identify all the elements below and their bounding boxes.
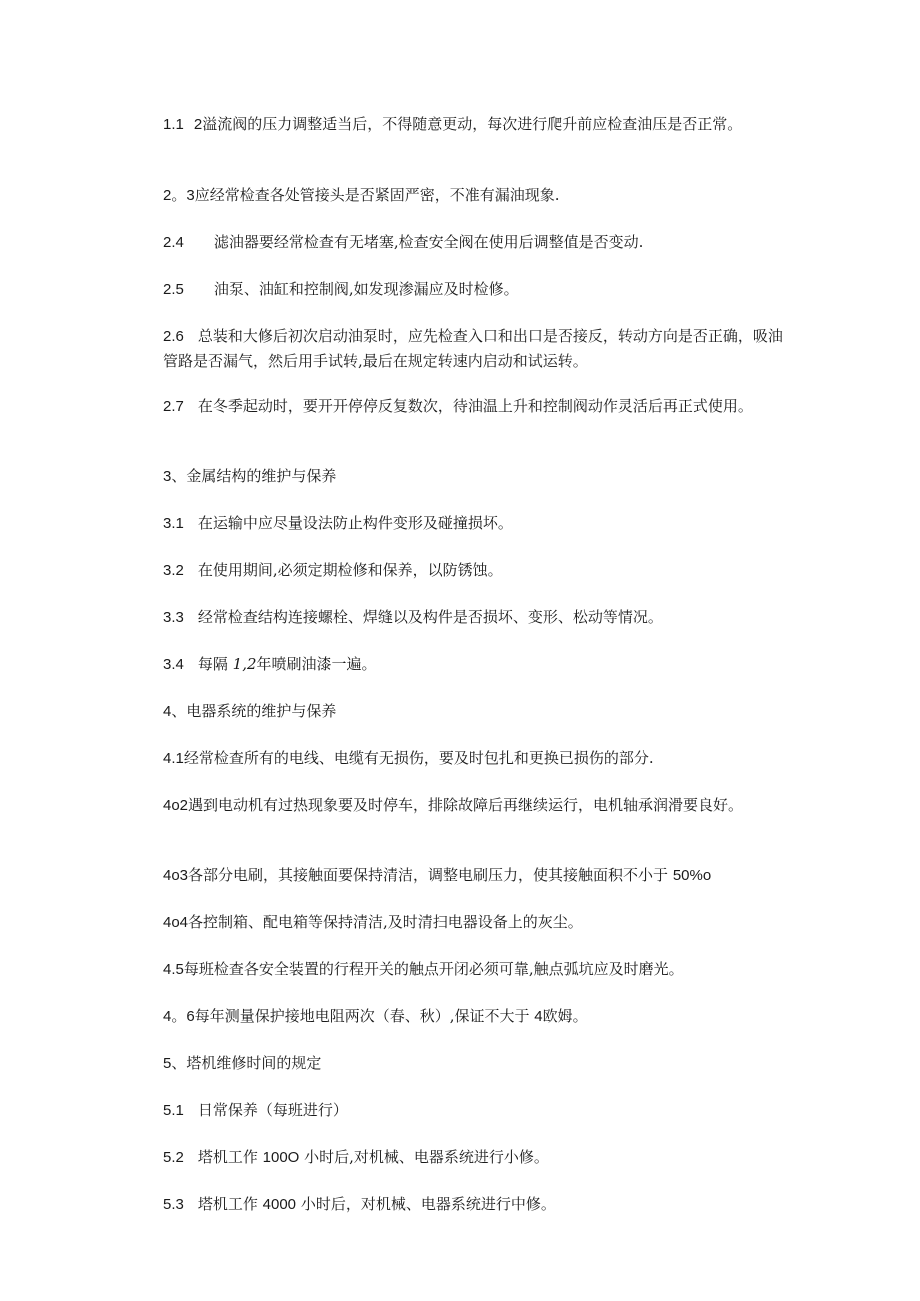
paragraph-number: 2.6	[163, 328, 184, 345]
hours-value: 100O	[262, 1149, 300, 1166]
paragraph-text: 经常检查所有的电线、电缆有无损伤，要及时包扎和更换已损伤的部分.	[183, 749, 654, 767]
paragraph-text: 小时后,对机械、电器系统进行小修。	[304, 1148, 549, 1166]
paragraph-number: 5.2	[163, 1149, 184, 1166]
paragraph-text: 在使用期间,必须定期检修和保养，以防锈蚀。	[197, 561, 503, 579]
paragraph-number: 3.2	[163, 562, 184, 579]
paragraph-text: 各控制箱、配电箱等保持清洁,及时清扫电器设备上的灰尘。	[188, 913, 583, 931]
paragraph-text-suffix: 欧姆。	[542, 1007, 588, 1025]
paragraph-number: 2。3	[163, 187, 195, 204]
hours-value: 4000	[262, 1196, 297, 1213]
paragraph-text: 应经常检查各处管接头是否紧固严密，不准有漏油现象.	[194, 186, 560, 204]
resistance-value: 4	[534, 1008, 543, 1025]
paragraph-text: 经常检查结构连接螺栓、焊缝以及构件是否损坏、变形、松动等情况。	[197, 608, 663, 626]
paragraph-number: 2.4	[163, 234, 184, 251]
paragraph-2-3	[163, 183, 788, 208]
paragraph-text: 每年测量保护接地电阻两次（春、秋）,保证不大于	[194, 1007, 530, 1025]
paragraph-text: 日常保养（每班进行）	[197, 1101, 348, 1119]
paragraph-number: 4o2	[163, 797, 189, 814]
paragraph-2-6	[163, 324, 788, 373]
paragraph-number: 3.4	[163, 656, 184, 673]
paragraph-text: 小时后，对机械、电器系统进行中修。	[300, 1195, 556, 1213]
section-heading-3	[163, 464, 788, 489]
paragraph-5-3	[163, 1192, 788, 1217]
paragraph-text-prefix: 塔机工作	[197, 1195, 258, 1213]
paragraph-subnumber: 2	[193, 116, 203, 133]
paragraph-text: 、金属结构的维护与保养	[171, 467, 337, 485]
paragraph-number: 5	[163, 1055, 172, 1072]
paragraph-number: 2.7	[163, 398, 184, 415]
paragraph-4-6	[163, 1004, 788, 1029]
paragraph-number: 4o3	[163, 867, 189, 884]
paragraph-4-3	[163, 863, 788, 888]
paragraph-5-2	[163, 1145, 788, 1170]
paragraph-number: 3.1	[163, 515, 184, 532]
paragraph-text: 遇到电动机有过热现象要及时停车，排除故障后再继续运行，电机轴承润滑要良好。	[188, 796, 744, 814]
paragraph-4-1	[163, 746, 788, 771]
paragraph-text: 在冬季起动时，要开开停停反复数次，待油温上升和控制阀动作灵活后再正式使用。	[197, 397, 753, 415]
paragraph-text: 滤油器要经常检查有无堵塞,检查安全阀在使用后调整值是否变动.	[213, 233, 644, 251]
paragraph-5-1	[163, 1098, 788, 1123]
paragraph-2-4	[163, 230, 788, 255]
interval-value: 1,2	[232, 655, 257, 673]
paragraph-text: 每班检查各安全装置的行程开关的触点开闭必须可靠,触点弧坑应及时磨光。	[183, 960, 684, 978]
paragraph-1-1	[163, 112, 788, 137]
paragraph-3-1	[163, 511, 788, 536]
paragraph-2-5	[163, 277, 788, 302]
paragraph-text: 、电器系统的维护与保养	[171, 702, 337, 720]
paragraph-number: 3.3	[163, 609, 184, 626]
paragraph-text-prefix: 塔机工作	[197, 1148, 258, 1166]
paragraph-4-5	[163, 957, 788, 982]
paragraph-text: 、塔机维修时间的规定	[171, 1054, 322, 1072]
paragraph-text: 各部分电刷，其接触面要保持清洁，调整电刷压力，使其接触面积不小于	[188, 866, 669, 884]
paragraph-number: 4。6	[163, 1008, 195, 1025]
section-heading-4	[163, 699, 788, 724]
paragraph-number: 4.1	[163, 750, 184, 767]
paragraph-number: 1.1	[163, 116, 184, 133]
paragraph-3-4	[163, 652, 788, 677]
paragraph-text: 在运输中应尽量设法防止构件变形及碰撞损坏。	[197, 514, 513, 532]
section-heading-5	[163, 1051, 788, 1076]
paragraph-2-7	[163, 394, 788, 419]
paragraph-number: 4.5	[163, 961, 184, 978]
paragraph-3-2	[163, 558, 788, 583]
paragraph-text: 年喷刷油漆一遍。	[256, 655, 377, 673]
paragraph-text: 总装和大修后初次启动油泵时，应先检查入口和出口是否接反，转动方向是否正确，吸油管路是否漏气，然后用手试转,最后在规定转速内启动和试运转。	[163, 327, 783, 370]
paragraph-number: 5.3	[163, 1196, 184, 1213]
paragraph-4-4	[163, 910, 788, 935]
paragraph-text-prefix: 每隔	[197, 655, 228, 673]
paragraph-text: 油泵、油缸和控制阀,如发现渗漏应及时检修。	[213, 280, 519, 298]
percent-value: 50%o	[672, 867, 712, 884]
paragraph-3-3	[163, 605, 788, 630]
paragraph-text: 溢流阀的压力调整适当后，不得随意更动，每次进行爬升前应检查油压是否正常。	[202, 115, 743, 133]
paragraph-number: 3	[163, 468, 172, 485]
paragraph-number: 4o4	[163, 914, 189, 931]
paragraph-number: 5.1	[163, 1102, 184, 1119]
paragraph-number: 2.5	[163, 281, 184, 298]
paragraph-number: 4	[163, 703, 172, 720]
paragraph-4-2	[163, 793, 788, 818]
